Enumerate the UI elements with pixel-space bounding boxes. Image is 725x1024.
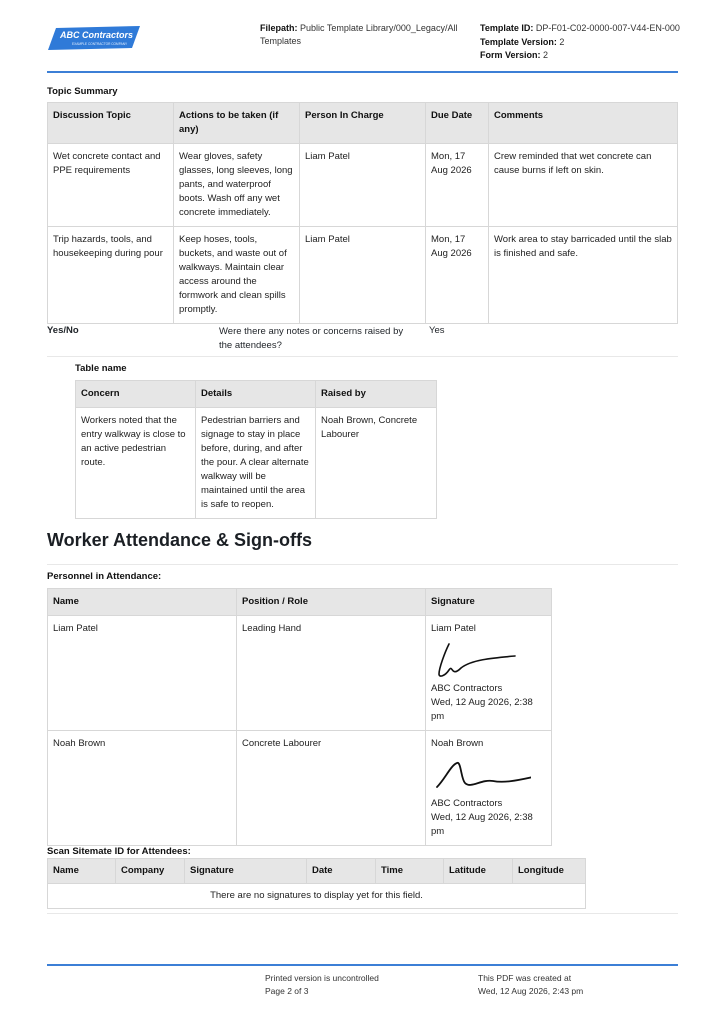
- comments-cell: Work area to stay barricaded until the slab is finished and safe.: [489, 227, 678, 324]
- column-header: Details: [196, 381, 316, 408]
- column-header: Comments: [489, 103, 678, 144]
- column-header: Signature: [426, 589, 552, 616]
- section-title: Worker Attendance & Sign-offs: [47, 530, 313, 550]
- created-timestamp: Wed, 12 Aug 2026, 2:43 pm: [478, 986, 584, 996]
- column-header: Due Date: [426, 103, 489, 144]
- due-date-cell: Mon, 17 Aug 2026: [426, 227, 489, 324]
- raised-by-cell: Noah Brown, Concrete Labourer: [316, 408, 437, 519]
- column-header: Discussion Topic: [48, 103, 174, 144]
- column-header: Position / Role: [237, 589, 426, 616]
- table-row: [48, 144, 678, 227]
- yes-no-answer: Yes: [429, 325, 445, 336]
- topic-cell: Trip hazards, tools, and housekeeping during pour: [48, 227, 174, 324]
- signature-timestamp: Wed, 12 Aug 2026, 2:38 pm: [431, 812, 533, 837]
- comments-cell: Crew reminded that wet concrete can cause burns if left on skin.: [489, 144, 678, 227]
- signature-cell: [426, 616, 552, 731]
- role-cell: Concrete Labourer: [237, 731, 426, 846]
- column-header: Concern: [76, 381, 196, 408]
- name-cell: Noah Brown: [48, 731, 237, 846]
- filepath-label: Filepath:: [260, 23, 298, 33]
- table-row: [48, 616, 552, 731]
- table-header-row: [48, 859, 586, 884]
- uncontrolled-notice: Printed version is uncontrolled: [265, 973, 379, 983]
- filepath-block: [260, 22, 460, 48]
- logo-text: ABC Contractors: [60, 30, 134, 40]
- template-version-value: 2: [559, 36, 565, 47]
- topic-summary-label: Topic Summary: [47, 86, 118, 97]
- divider: [47, 913, 678, 914]
- page-number: Page 2 of 3: [265, 986, 309, 996]
- name-cell: Liam Patel: [48, 616, 237, 731]
- logo-subtext: EXAMPLE CONTRACTOR COMPANY: [72, 42, 128, 46]
- table-row: [48, 884, 586, 909]
- table-header-row: [76, 381, 437, 408]
- yes-no-question: Were there any notes or concerns raised by the attendees?: [219, 326, 404, 351]
- header-divider: [47, 71, 678, 73]
- footer-divider: [47, 964, 678, 966]
- details-cell: Pedestrian barriers and signage to stay in place before, during, and after the pour. A clear alternate walkway will be maintained until the area is safe to reopen.: [196, 408, 316, 519]
- divider: [47, 356, 678, 357]
- attendance-table: [47, 588, 552, 846]
- person-cell: Liam Patel: [300, 227, 426, 324]
- handwritten-signature: [431, 638, 531, 680]
- signature-company: ABC Contractors: [431, 683, 503, 694]
- topic-cell: Wet concrete contact and PPE requirements: [48, 144, 174, 227]
- table-row: [76, 408, 437, 519]
- template-id-label: Template ID:: [480, 23, 534, 33]
- actions-cell: Wear gloves, safety glasses, long sleeves, long pants, and waterproof boots. Wash off any wet concrete immediately.: [174, 144, 300, 227]
- column-header: Person In Charge: [300, 103, 426, 144]
- actions-cell: Keep hoses, tools, buckets, and waste out of walkways. Maintain clear access around the formwork and clean spills promptly.: [174, 227, 300, 324]
- column-header: Date: [307, 859, 376, 884]
- form-version-label: Form Version:: [480, 50, 541, 60]
- filepath-value: Public Template Library/000_Legacy/All Templates: [260, 23, 458, 46]
- column-header: Time: [376, 859, 444, 884]
- column-header: Company: [116, 859, 185, 884]
- table-row: [48, 227, 678, 324]
- concerns-table: [75, 380, 437, 519]
- column-header: Longitude: [513, 859, 586, 884]
- template-version-label: Template Version:: [480, 36, 557, 47]
- table-header-row: [48, 589, 552, 616]
- yes-no-label: Yes/No: [47, 325, 79, 336]
- footer-created-info: [478, 972, 678, 998]
- form-version-value: 2: [543, 50, 549, 60]
- role-cell: Leading Hand: [237, 616, 426, 731]
- company-logo: [48, 24, 140, 54]
- empty-message: There are no signatures to display yet for this field.: [48, 884, 586, 909]
- personnel-label: Personnel in Attendance:: [47, 571, 162, 582]
- column-header: Actions to be taken (if any): [174, 103, 300, 144]
- signature-name: Liam Patel: [431, 623, 476, 634]
- signature-name: Noah Brown: [431, 738, 484, 749]
- template-info: [480, 22, 700, 63]
- column-header: Name: [48, 589, 237, 616]
- sitemate-label: Scan Sitemate ID for Attendees:: [47, 846, 191, 857]
- created-label: This PDF was created at: [478, 973, 572, 983]
- footer-page-info: [265, 972, 465, 998]
- template-id-value: DP-F01-C02-0000-007-V44-EN-000: [535, 23, 680, 33]
- topic-summary-table: [47, 102, 678, 324]
- person-cell: Liam Patel: [300, 144, 426, 227]
- due-date-cell: Mon, 17 Aug 2026: [426, 144, 489, 227]
- table-row: [48, 731, 552, 846]
- concern-cell: Workers noted that the entry walkway is close to an active pedestrian route.: [76, 408, 196, 519]
- column-header: Name: [48, 859, 116, 884]
- table-header-row: [48, 103, 678, 144]
- column-header: Raised by: [316, 381, 437, 408]
- concerns-table-label: Table name: [75, 363, 127, 374]
- page-header: [0, 0, 725, 74]
- column-header: Signature: [185, 859, 307, 884]
- divider: [47, 564, 678, 565]
- signature-timestamp: Wed, 12 Aug 2026, 2:38 pm: [431, 697, 533, 722]
- column-header: Latitude: [444, 859, 513, 884]
- signature-cell: [426, 731, 552, 846]
- sitemate-table: [47, 858, 586, 909]
- signature-company: ABC Contractors: [431, 798, 503, 809]
- handwritten-signature: [431, 753, 531, 795]
